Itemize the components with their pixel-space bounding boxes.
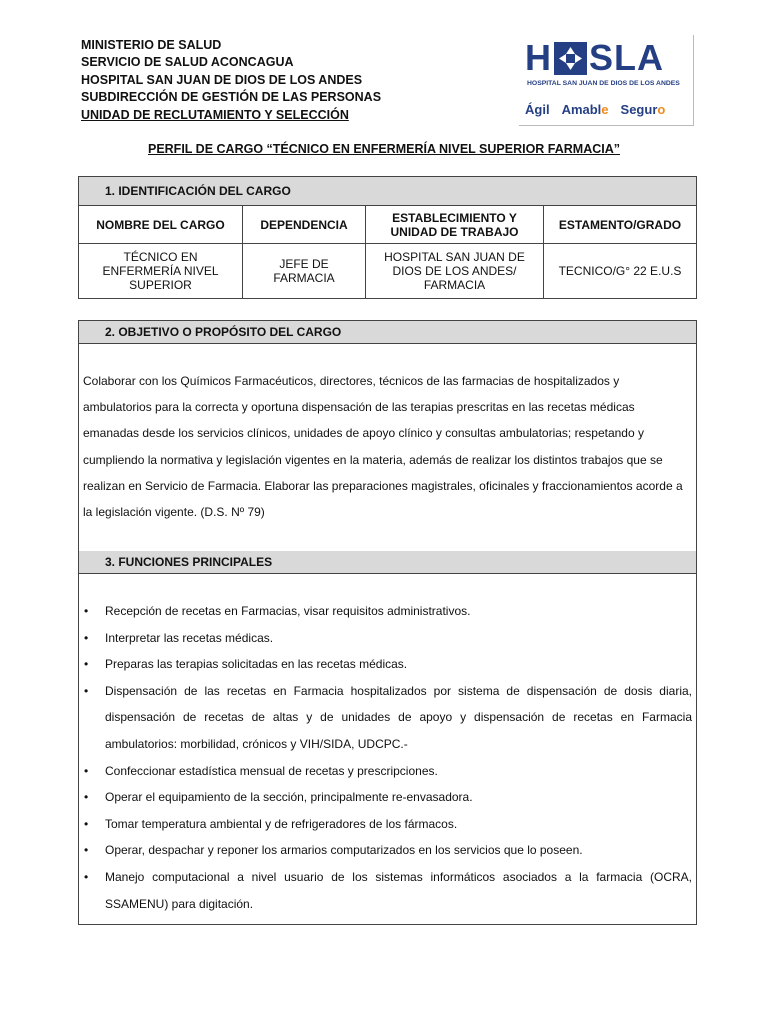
logo-letter-h: H [525, 37, 552, 78]
motto-seguro: Seguro [620, 102, 666, 117]
column-header: ESTAMENTO/GRADO [544, 206, 697, 244]
header-unit: UNIDAD DE RECLUTAMIENTO Y SELECCIÓN [81, 107, 349, 122]
list-item: • Operar, despachar y reponer los armarios computarizados en los servicios que lo poseen. [79, 837, 692, 864]
section-heading: 2. OBJETIVO O PROPÓSITO DEL CARGO [79, 321, 696, 344]
header-line: HOSPITAL SAN JUAN DE DIOS DE LOS ANDES [81, 72, 363, 87]
table-cell: HOSPITAL SAN JUAN DE DIOS DE LOS ANDES/ FARMACIA [366, 244, 544, 299]
column-header: ESTABLECIMIENTO Y UNIDAD DE TRABAJO [366, 206, 544, 244]
logo-motto [525, 102, 665, 117]
column-header: DEPENDENCIA [243, 206, 366, 244]
header-line: SUBDIRECCIÓN DE GESTIÓN DE LAS PERSONAS [81, 90, 382, 105]
list-item: • Preparas las terapias solicitadas en las recetas médicas. [79, 651, 692, 678]
section-heading: 1. IDENTIFICACIÓN DEL CARGO [79, 177, 697, 206]
section-heading: 3. FUNCIONES PRINCIPALES [79, 551, 696, 574]
list-item: • Manejo computacional a nivel usuario de los sistemas informáticos asociados a la farmacia (OCRA, SSAMENU) para digitación. [79, 864, 692, 917]
hospital-logo [519, 35, 694, 126]
objective-section [78, 320, 697, 553]
column-header: NOMBRE DEL CARGO [79, 206, 243, 244]
logo-letters-sla: SLA [589, 37, 664, 78]
document-header [81, 37, 381, 124]
list-item: • Tomar temperatura ambiental y de refrigeradores de los fármacos. [79, 811, 692, 838]
logo-subtitle: HOSPITAL SAN JUAN DE DIOS DE LOS ANDES [527, 80, 680, 87]
functions-section [78, 551, 697, 925]
table-cell: TECNICO/G° 22 E.U.S [544, 244, 697, 299]
header-line: SERVICIO DE SALUD ACONCAGUA [81, 55, 294, 70]
list-item: • Interpretar las recetas médicas. [79, 625, 692, 652]
table-cell: JEFE DE FARMACIA [243, 244, 366, 299]
list-item: • Recepción de recetas en Farmacias, visar requisitos administrativos. [79, 598, 692, 625]
functions-list [79, 598, 692, 917]
motto-amable: Amable [561, 102, 609, 117]
motto-agil: Ágil [525, 102, 550, 117]
list-item: • Operar el equipamiento de la sección, principalmente re-envasadora. [79, 784, 692, 811]
page-title: PERFIL DE CARGO “TÉCNICO EN ENFERMERÍA NIVEL SUPERIOR FARMACIA” [147, 142, 621, 156]
list-item: • Dispensación de las recetas en Farmacia hospitalizados por sistema de dispensación de dosis diaria, dispensación de recetas de altas y de unidades de apoyo y dispensación de recetas en Farmacia ambulatorios: morbilidad, crónicos y VIH/SIDA, UDCPC.- [79, 678, 692, 758]
header-line: MINISTERIO DE SALUD [81, 38, 222, 52]
cross-arrows-icon [554, 42, 587, 75]
list-item: • Confeccionar estadística mensual de recetas y prescripciones. [79, 758, 692, 785]
identification-table [78, 176, 697, 299]
table-cell: TÉCNICO EN ENFERMERÍA NIVEL SUPERIOR [79, 244, 243, 299]
objective-text: Colaborar con los Químicos Farmacéuticos, directores, técnicos de las farmacias de hospitalizados y ambulatorios para la correcta y oportuna dispensación de las terapias prescritas en las recetas médicas emanadas desde los servicios clínicos, unidades de apoyo clínico y consultas ambulatorias; respetando y cumpliendo la normativa y legislación vigentes en la materia, además de realizar los distintos trabajos que se realizan en Servicio de Farmacia. Elaborar las preparaciones magistrales, oficinales y fraccionamientos acorde a la legislación vigente. (D.S. Nº 79) [83, 374, 683, 520]
